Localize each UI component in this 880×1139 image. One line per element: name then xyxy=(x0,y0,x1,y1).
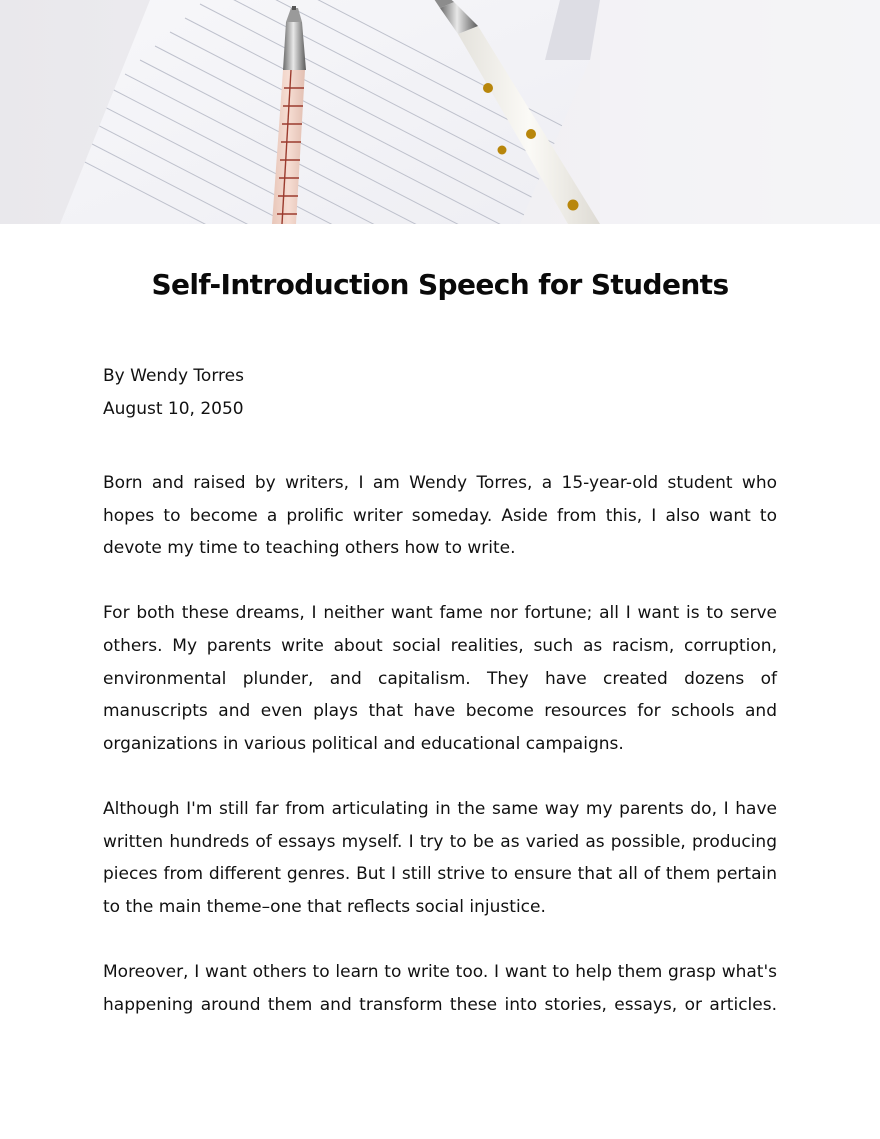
header-photo xyxy=(0,0,880,224)
paragraph: For both these dreams, I neither want fame nor fortune; all I want is to serve others. My parents write about social realities, such as racism, corruption, environmental plunder, and capitalism. They have created dozens of manuscripts and even plays that have become resources for schools and organizations in various political and educational campaigns. xyxy=(103,603,777,754)
author-line: By Wendy Torres xyxy=(103,366,244,386)
paragraph: Although I'm still far from articulating in the same way my parents do, I have written hundreds of essays myself. I try to be as varied as possible, producing pieces from different genres. But I still strive to ensure that all of them pertain to the main theme–one that reflects social injustice. xyxy=(103,798,777,917)
date-line: August 10, 2050 xyxy=(103,399,244,419)
paragraph: Born and raised by writers, I am Wendy Torres, a 15-year-old student who hopes to become a prolific writer someday. Aside from this, I also want to devote my time to teaching others how to write. xyxy=(103,473,777,559)
speech-body xyxy=(103,467,777,1021)
byline xyxy=(103,360,777,426)
document-title: Self-Introduction Speech for Students xyxy=(151,268,729,301)
shadow-area xyxy=(600,0,880,224)
paragraph: Moreover, I want others to learn to write too. I want to help them grasp what's happening around them and transform these into stories, essays, or articles. xyxy=(103,961,777,1015)
notepad-pens-illustration xyxy=(0,0,880,224)
